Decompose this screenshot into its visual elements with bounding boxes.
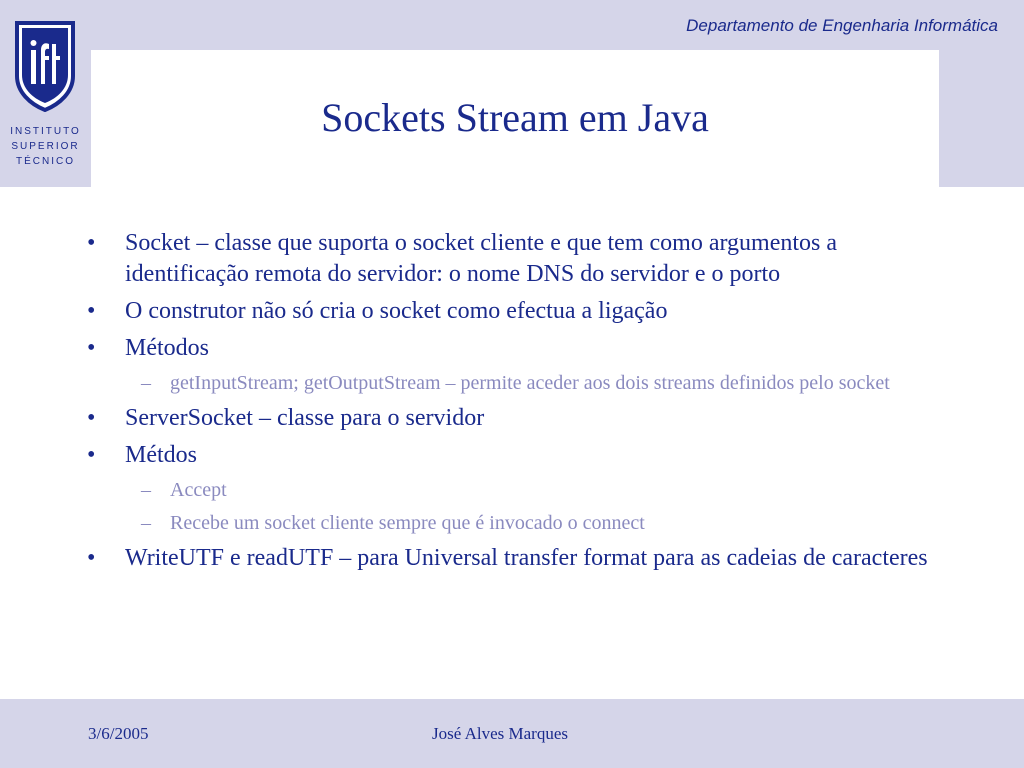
bullet-glyph: •: [87, 230, 96, 256]
sub-item: [85, 370, 945, 397]
bullet-item: [85, 333, 945, 364]
sub-item: [85, 510, 945, 537]
dash-glyph: –: [141, 512, 151, 534]
sub-text: getInputStream; getOutputStream – permite aceder aos dois streams definidos pelo socket: [170, 372, 890, 394]
ist-shield-icon: [14, 20, 76, 112]
footer: [0, 699, 1024, 768]
bullet-item: [85, 403, 945, 434]
bullet-item: [85, 440, 945, 471]
sub-text: Recebe um socket cliente sempre que é invocado o connect: [170, 512, 645, 534]
bullet-text: O construtor não só cria o socket como efectua a ligação: [125, 298, 668, 324]
right-band: [939, 50, 1024, 187]
dash-glyph: –: [141, 479, 151, 501]
bullet-item: [85, 296, 945, 327]
bullet-glyph: •: [87, 442, 96, 468]
bullet-text: Métdos: [125, 442, 197, 468]
logo-line-2: SUPERIOR: [11, 141, 80, 152]
slide-title: Sockets Stream em Java: [321, 95, 709, 140]
bullet-item: [85, 228, 945, 290]
bullet-text: Socket – classe que suporta o socket cliente e que tem como argumentos a identificação remota do servidor: o nome DNS do servidor e o porto: [125, 230, 838, 287]
logo-line-3: TÉCNICO: [16, 156, 75, 167]
bullet-text: Métodos: [125, 335, 209, 361]
bullet-glyph: •: [87, 298, 96, 324]
bullet-glyph: •: [87, 545, 96, 571]
bullet-glyph: •: [87, 335, 96, 361]
bullet-text: WriteUTF e readUTF – para Universal transfer format para as cadeias de caracteres: [125, 545, 928, 571]
sub-text: Accept: [170, 479, 227, 501]
dash-glyph: –: [141, 372, 151, 394]
bullet-text: ServerSocket – classe para o servidor: [125, 405, 485, 431]
sub-item: [85, 477, 945, 504]
logo-line-1: INSTITUTO: [10, 126, 81, 137]
bullet-glyph: •: [87, 405, 96, 431]
department-header: Departamento de Engenharia Informática: [686, 16, 998, 35]
footer-date: 3/6/2005: [88, 724, 149, 743]
footer-author: José Alves Marques: [432, 724, 568, 743]
ist-logo: [0, 0, 91, 187]
bullet-item: [85, 543, 945, 574]
slide-content: [85, 228, 945, 580]
